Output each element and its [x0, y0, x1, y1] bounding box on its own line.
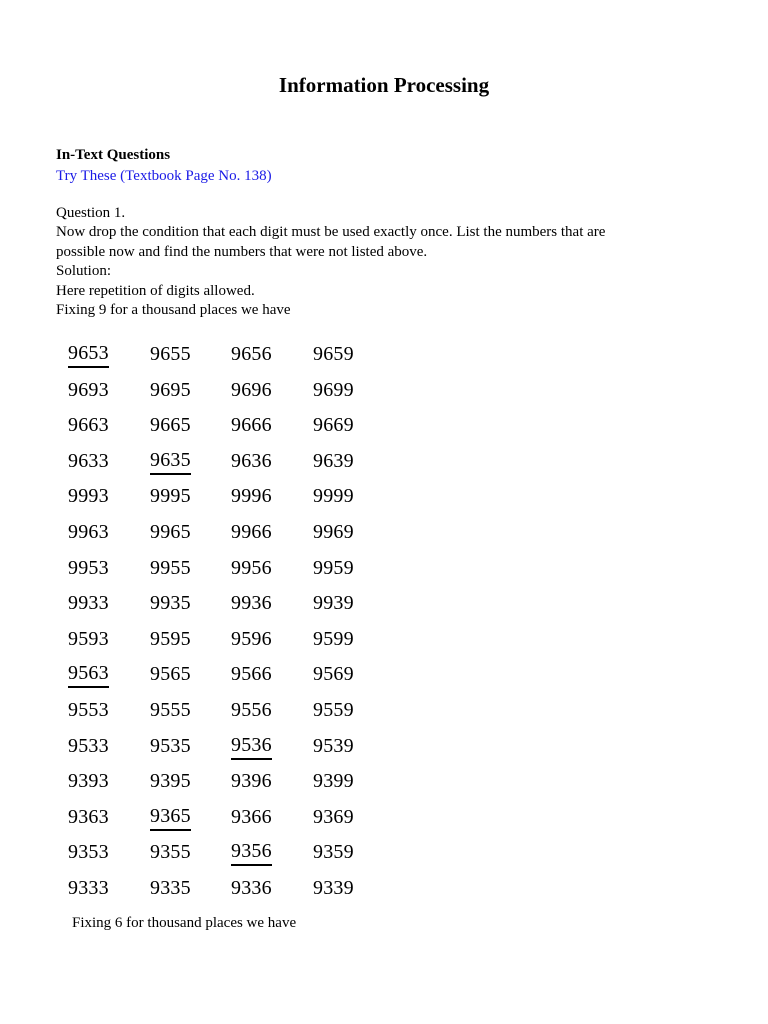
number-cell: 9363 [68, 805, 109, 828]
number-cell: 9959 [313, 556, 354, 579]
number-cell: 9696 [231, 378, 272, 401]
number-cell: 9556 [231, 698, 272, 721]
number-cell-underlined: 9536 [231, 732, 272, 760]
number-cell: 9669 [313, 414, 354, 437]
number-cell: 9596 [231, 627, 272, 650]
section-heading: In-Text Questions [56, 147, 171, 163]
number-cell: 9996 [231, 485, 272, 508]
number-cell: 9936 [231, 592, 272, 615]
solution-text-line-2: Fixing 9 for a thousand places we have [56, 302, 291, 319]
number-cell: 9695 [150, 378, 191, 401]
number-cell: 9656 [231, 343, 272, 365]
number-cell: 9953 [68, 556, 109, 579]
number-cell: 9666 [231, 414, 272, 437]
number-cell: 9955 [150, 556, 191, 579]
number-cell: 9963 [68, 520, 109, 543]
number-cell: 9636 [231, 449, 272, 472]
question-text-line-1: Now drop the condition that each digit must be used exactly once. List the numbers that are [56, 224, 606, 241]
number-cell: 9339 [313, 876, 354, 899]
number-cell: 9665 [150, 414, 191, 437]
number-cell: 9553 [68, 698, 109, 721]
number-cell: 9355 [150, 841, 191, 864]
number-cell: 9535 [150, 734, 191, 757]
number-cell: 9939 [313, 592, 354, 615]
page-title: Information Processing [278, 73, 490, 97]
number-cell: 9633 [68, 449, 109, 472]
number-cell: 9595 [150, 627, 191, 650]
number-cell: 9993 [68, 485, 109, 508]
number-cell: 9935 [150, 592, 191, 615]
number-cell: 9999 [313, 485, 354, 508]
number-cell: 9533 [68, 734, 109, 757]
number-cell: 9995 [150, 485, 191, 508]
solution-text-line-1: Here repetition of digits allowed. [56, 282, 255, 299]
number-cell-underlined: 9653 [68, 340, 109, 368]
number-cell: 9559 [313, 698, 354, 721]
subsection-link[interactable]: Try These (Textbook Page No. 138) [56, 168, 272, 184]
number-cell: 9333 [68, 876, 109, 899]
number-cell: 9966 [231, 520, 272, 543]
number-cell: 9599 [313, 627, 354, 650]
number-cell: 9335 [150, 876, 191, 899]
number-cell: 9369 [313, 805, 354, 828]
number-cell: 9393 [68, 770, 109, 793]
number-cell: 9663 [68, 414, 109, 437]
number-cell-underlined: 9635 [150, 447, 191, 475]
number-cell: 9639 [313, 449, 354, 472]
number-cell: 9336 [231, 876, 272, 899]
number-cell: 9569 [313, 663, 354, 686]
number-cell: 9969 [313, 520, 354, 543]
number-cell: 9655 [150, 343, 191, 365]
number-cell: 9366 [231, 805, 272, 828]
number-cell: 9699 [313, 378, 354, 401]
number-cell: 9933 [68, 592, 109, 615]
number-cell: 9565 [150, 663, 191, 686]
number-cell: 9593 [68, 627, 109, 650]
number-cell: 9399 [313, 770, 354, 793]
number-cell-underlined: 9563 [68, 660, 109, 688]
question-text-line-2: possible now and find the numbers that were not listed above. [56, 243, 428, 260]
number-cell: 9395 [150, 770, 191, 793]
number-cell: 9693 [68, 378, 109, 401]
solution-label: Solution: [56, 263, 112, 280]
number-cell: 9396 [231, 770, 272, 793]
number-cell: 9566 [231, 663, 272, 686]
number-cell: 9965 [150, 520, 191, 543]
number-cell: 9555 [150, 698, 191, 721]
number-cell: 9956 [231, 556, 272, 579]
footer-text: Fixing 6 for thousand places we have [72, 915, 297, 931]
number-cell: 9353 [68, 841, 109, 864]
question-block [56, 204, 716, 320]
number-cell: 9659 [313, 343, 354, 365]
question-label: Question 1. [56, 205, 126, 221]
number-cell-underlined: 9365 [150, 803, 191, 831]
number-cell-underlined: 9356 [231, 838, 272, 866]
number-cell: 9539 [313, 734, 354, 757]
number-cell: 9359 [313, 841, 354, 864]
